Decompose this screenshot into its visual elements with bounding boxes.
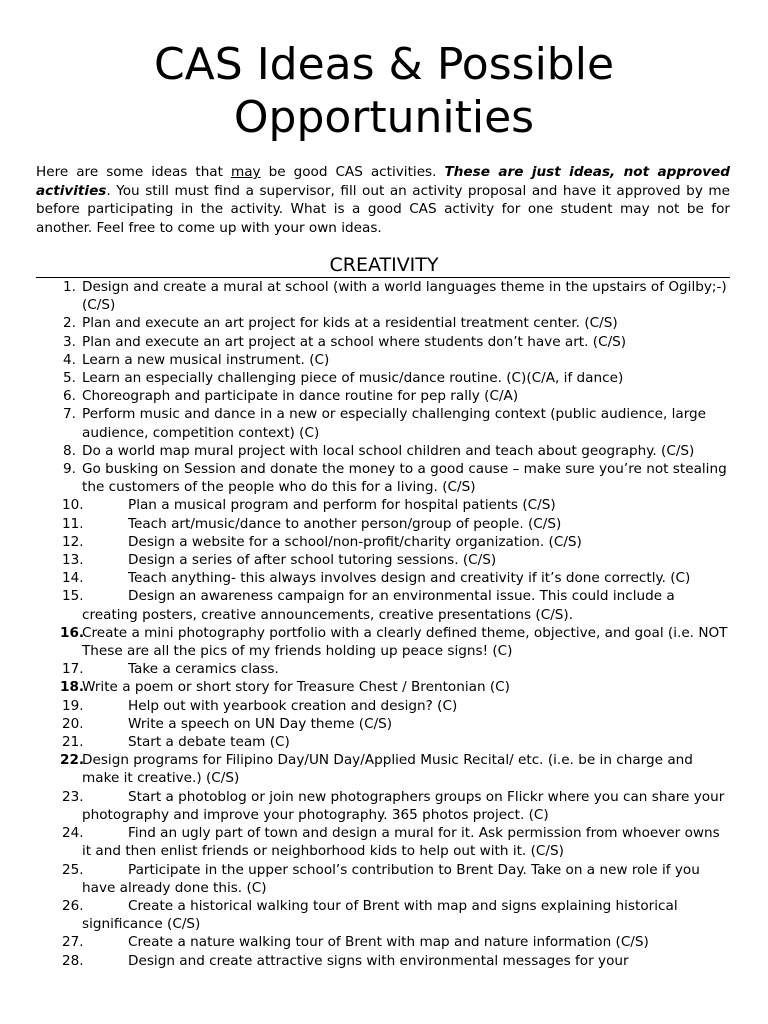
- item-text: Plan and execute an art project at a school where students don’t have art. (C/S): [82, 333, 627, 350]
- item-number: 13.: [62, 552, 84, 569]
- item-text: Create a historical walking tour of Brent with map and signs explaining historical significance (C/S): [82, 897, 678, 933]
- item-number: 25.: [62, 861, 84, 878]
- item-text: Go busking on Session and donate the money to a good cause – make sure you’re not stealing the customers of the people who do this for a living. (C/S): [82, 461, 727, 496]
- list-item: [0, 387, 768, 405]
- list-item: [0, 697, 768, 715]
- item-text: Start a debate team (C): [128, 734, 290, 751]
- item-number: 26.: [62, 897, 84, 914]
- item-number: 20.: [62, 715, 84, 732]
- ideas-list: [0, 278, 768, 970]
- list-item: [0, 624, 768, 660]
- intro-text-2: be good CAS activities.: [260, 164, 445, 180]
- list-item: [0, 824, 768, 860]
- item-number: 22.: [60, 752, 85, 769]
- item-number: 11.: [62, 515, 84, 532]
- intro-text-1: Here are some ideas that: [36, 164, 231, 180]
- item-text: Create a nature walking tour of Brent with map and nature information (C/S): [128, 934, 649, 951]
- list-item: [0, 442, 768, 460]
- section-heading-creativity: CREATIVITY: [329, 254, 439, 276]
- item-number: 10.: [62, 497, 84, 514]
- list-item: [0, 515, 768, 533]
- list-item: [0, 678, 768, 696]
- item-number: 8.: [63, 442, 76, 459]
- list-item: [0, 314, 768, 332]
- item-text: Perform music and dance in a new or especially challenging context (public audience, large audience, competition context) (C): [82, 406, 707, 441]
- item-text: Learn a new musical instrument. (C): [82, 351, 330, 368]
- item-number: 24.: [62, 825, 84, 842]
- intro-text-3: . You still must find a supervisor, fill out an activity proposal and have it approved by me before participating in the activity. What is a good CAS activity for one student may not be for another. Feel free to come up with your own ideas.: [36, 182, 730, 236]
- item-text: Plan a musical program and perform for hospital patients (C/S): [128, 497, 556, 514]
- list-item: [0, 569, 768, 587]
- item-text: Plan and execute an art project for kids at a residential treatment center. (C/S): [82, 315, 618, 332]
- item-text: Create a mini photography portfolio with a clearly defined theme, objective, and goal (i.e. NOT These are all the pics of my friends holding up peace signs! (C): [82, 624, 728, 660]
- list-item: [0, 351, 768, 369]
- item-text: Design an awareness campaign for an environmental issue. This could include a creating posters, creative announcements, creative presentations (C/S).: [82, 588, 675, 623]
- item-text: Design programs for Filipino Day/UN Day/Applied Music Recital/ etc. (i.e. be in charge and make it creative.) (C/S): [82, 752, 693, 787]
- intro-underlined-word: may: [230, 164, 261, 180]
- item-number: 9.: [63, 461, 76, 478]
- list-item: [0, 751, 768, 787]
- item-number: 17.: [62, 661, 84, 678]
- list-item: [0, 788, 768, 824]
- item-number: 12.: [62, 533, 84, 550]
- list-item: [0, 551, 768, 569]
- item-number: 18.: [60, 679, 85, 696]
- item-number: 1.: [63, 279, 76, 295]
- list-item: [0, 861, 768, 897]
- item-text: Choreograph and participate in dance routine for pep rally (C/A): [82, 388, 519, 405]
- item-number: 3.: [63, 333, 76, 350]
- item-text: Do a world map mural project with local school children and teach about geography. (C/S): [82, 442, 695, 459]
- item-number: 14.: [62, 570, 84, 587]
- item-text: Write a poem or short story for Treasure Chest / Brentonian (C): [82, 679, 510, 696]
- list-item: [0, 587, 768, 623]
- item-number: 2.: [63, 315, 76, 332]
- item-text: Help out with yearbook creation and design? (C): [128, 697, 458, 714]
- item-number: 27.: [62, 934, 84, 951]
- list-item: [0, 405, 768, 441]
- item-number: 7.: [63, 406, 76, 423]
- title-line-2: Opportunities: [233, 92, 535, 143]
- item-text: Find an ugly part of town and design a mural for it. Ask permission from whoever owns it and then enlist friends or neighborhood kids to help out with it. (C/S): [82, 825, 720, 860]
- item-number: 6.: [63, 388, 76, 405]
- item-number: 21.: [62, 734, 84, 751]
- list-item: [0, 897, 768, 933]
- list-item: [0, 333, 768, 351]
- list-item: [0, 733, 768, 751]
- intro-emphasis: These are just ideas, not approved activities: [36, 164, 731, 199]
- list-item: [0, 533, 768, 551]
- item-text: Design a website for a school/non-profit/charity organization. (C/S): [128, 533, 582, 550]
- list-item: [0, 496, 768, 514]
- item-number: 16.: [60, 624, 85, 641]
- list-item: [0, 952, 768, 970]
- item-text: Teach art/music/dance to another person/group of people. (C/S): [128, 515, 562, 532]
- item-text: Design a series of after school tutoring sessions. (C/S): [128, 552, 497, 569]
- item-text: Write a speech on UN Day theme (C/S): [128, 715, 393, 732]
- list-item: [0, 660, 768, 678]
- item-number: 19.: [62, 697, 84, 714]
- title-line-1: CAS Ideas & Possible: [153, 39, 615, 90]
- intro-paragraph: [36, 163, 730, 237]
- item-text: Teach anything- this always involves design and creativity if it’s done correctly. (C): [128, 570, 691, 587]
- list-item: [0, 369, 768, 387]
- item-number: 4.: [63, 351, 76, 368]
- item-number: 5.: [63, 370, 76, 387]
- item-text: Learn an especially challenging piece of music/dance routine. (C)(C/A, if dance): [82, 370, 624, 387]
- item-number: 15.: [62, 588, 84, 605]
- item-text: Design and create a mural at school (with a world languages theme in the upstairs of Ogilby;-) (C/S): [82, 279, 727, 314]
- item-text: Design and create attractive signs with environmental messages for your: [128, 952, 629, 969]
- list-item: [0, 278, 768, 314]
- item-text: Start a photoblog or join new photographers groups on Flickr where you can share your photography and improve your photography. 365 photos project. (C): [82, 788, 725, 823]
- list-item: [0, 460, 768, 496]
- item-number: 28.: [62, 952, 84, 969]
- document-title: [0, 38, 768, 144]
- item-text: Participate in the upper school’s contribution to Brent Day. Take on a new role if you have already done this. (C): [82, 861, 700, 896]
- item-number: 23.: [62, 788, 84, 805]
- item-text: Take a ceramics class.: [128, 661, 279, 678]
- list-item: [0, 933, 768, 951]
- list-item: [0, 715, 768, 733]
